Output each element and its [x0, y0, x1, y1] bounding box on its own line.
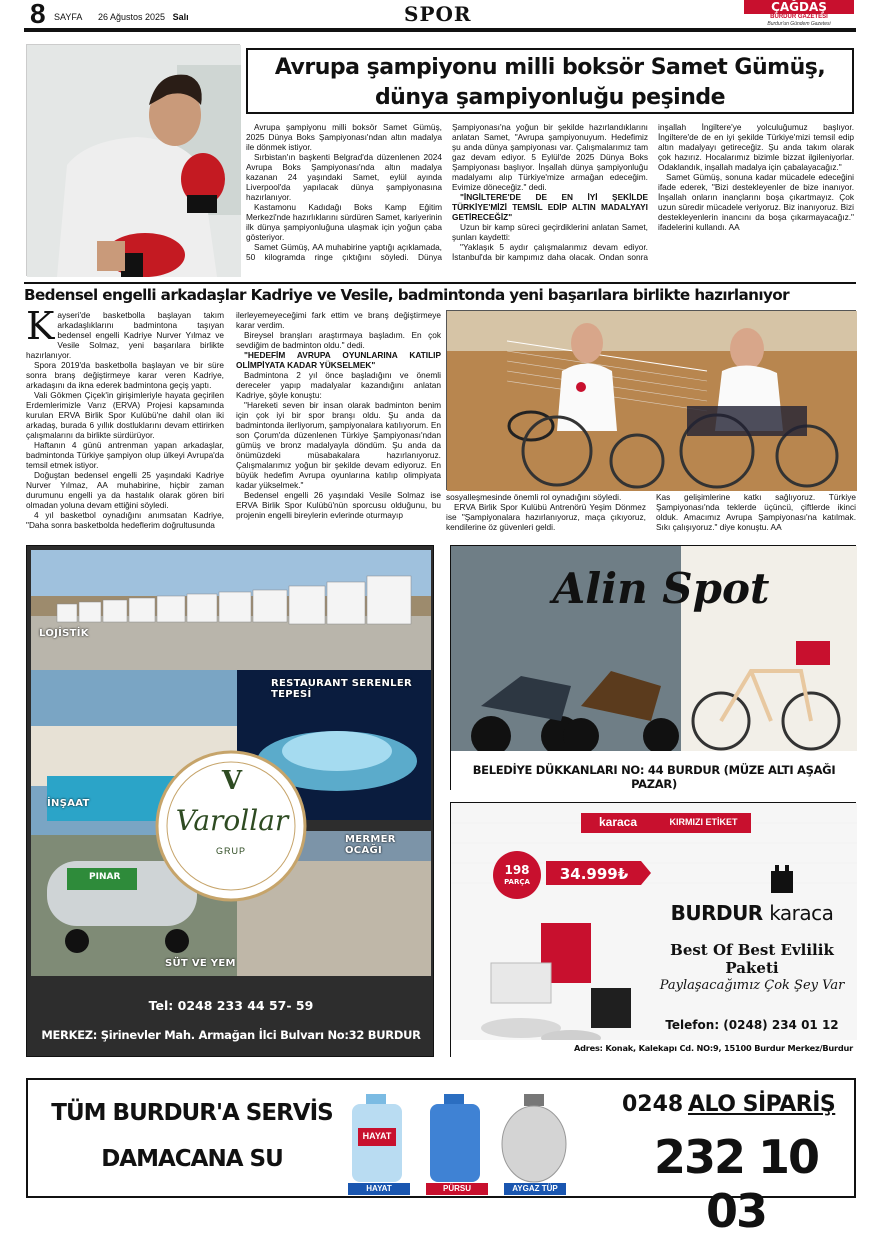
karaca-store: BURDUR karaca: [670, 901, 834, 925]
bottle-caption-hayat: HAYAT: [366, 1184, 392, 1193]
article1-body: Avrupa şampiyonu milli boksör Samet Gümüş, 2025 Dünya Boks Şampiyonası'ndan altın madalya ile dönmek istiyor. Sırbistan'ın başkenti Belgrad'da düzenlenen 2024 Avrupa Boks Şampiyonası'nda altın madalya kazanan 24 yaşındaki Samet, eylül ayında Liverpool'da yapılacak dünya şampiyonasına hazırlanıyor. Kastamonu Kadıdağı Boks Kamp Eğitim Merkezi'nde hazırlıklarını sürdüren Samet, kariyerinin ilk dünya şampiyonluğuna ulaşmak için yoğun çaba gösteriyor. Samet Gümüş, AA muhabirine yaptığı açıklamada, 50 kilogramda ringe çıktığını söyledi. Dünya Şampiyonası'na yoğun bir şekilde hazırlandıklarını anlatan Samet, "Avrupa şampiyonuyum. Hedefimiz şu anda dünya şampiyonası var. Çalışmalarımız tam gaz devam ediyor. 5 Eylül'de 2025 Dünya Boks Şampiyonası başlıyor. İnşallah dünya şampiyonluğu madalyamı alıp Türkiye'mize armağan edeceğim. Evimize döneceğiz." dedi. "İNGİLTERE'DE DE EN İYİ ŞEKİLDE TÜRKİYE'MİZİ TEMSİL EDİP ALTIN MADALYAYI GETİRECEĞİZ" Uzun bir kamp süreci geçirdiklerini anlatan Samet, şunları kaydetti: "Yaklaşık 5 aydır çalışmalarımız devam ediyor. İstanbul'da bir kampımız daha olacak. Ondan sonra inşallah İngiltere'ye yolculuğumuz başlıyor. İngiltere'de de en iyi şekilde Türkiye'mizi temsil edip altın madalyayı getireceğiz. Şu anda takım olarak çok hazırız. Hocalarımız bizimle bizzat ilgileniyorlar. Odaklandık, inşallah madalya için çabalayacağız." Samet Gümüş, sonuna kadar mücadele edeceğini ifade ederek, "Bizi destekleyenler de bize inanıyor. İnşallah onların inançlarını boşa çıkartmayız. Çok uzun süredir mücadele veriyoruz. Biz inanıyoruz. Bizi destekleyenlerin inancını da boşa çıkarmayacağız." ifadelerini kullandı. AA: [246, 122, 854, 262]
karaca-top-label: KIRMIZI ETİKET: [669, 817, 738, 827]
water-line2: DAMACANA SU: [101, 1146, 283, 1172]
section-divider: [24, 282, 856, 284]
karaca-slogan: Paylaşacağımız Çok Şey Var: [659, 978, 845, 993]
label-lojistik: LOJİSTİK: [39, 628, 89, 639]
article1-headline: Avrupa şampiyonu milli boksör Samet Gümüş, dünya şampiyonluğu peşinde: [246, 48, 854, 114]
karaca-pieces-label: PARÇA: [504, 878, 530, 886]
page-number: 8: [30, 0, 46, 29]
karaca-phone: Telefon: (0248) 234 01 12: [665, 1018, 839, 1032]
newspaper-logo: ÇAĞDAŞ BURDUR GAZETESİ Burdur'un Gündem Gazetesi: [744, 0, 854, 28]
varollar-address: MERKEZ: Şirinevler Mah. Armağan İlci Bulvarı No:32 BURDUR: [41, 1028, 421, 1042]
article2-headline: Bedensel engelli arkadaşlar Kadriye ve Vesile, badmintonda yeni başarılara birlikte hazırlanıyor: [24, 286, 790, 304]
drop-cap: K: [26, 304, 55, 348]
badminton-photo: [446, 310, 856, 490]
karaca-headline: Best Of Best Evlilik Paketi: [670, 941, 834, 977]
label-sut-yem: SÜT VE YEM: [165, 958, 236, 969]
bottle-caption-aygaz: AYGAZ TÜP: [512, 1184, 558, 1193]
article2-col2: ilerleyemeyeceğimi fark ettim ve branş değiştirmeye karar verdim. Bireysel branşları araştırmaya başladım. En çok sevdiğim de badminton oldu." dedi. "HEDEFİM AVRUPA OYUNLARINA KATILIP OLİMPİYATA KADAR YÜKSELMEK" Badmintona 2 yıl önce başladığını ve önemli dereceler yapıp madalyalar kazandığını anlatan Kadriye, şöyle konuştu: "Hareketi seven bir insan olarak badminton benim için çok iyi bir spor branşı oldu. Şu anda da badmintonda ilerliyorum, şampiyonalara katılıyorum. En son Çorum'da düzenlenen Türkiye Şampiyonası'ndan gümüş ve bronz madalyayla döndüm. Şu anda da önümüzdeki müsabakalara hazırlanıyoruz. Çalışmalarımız yoğun bir şekilde devam ediyoruz. En büyük hedefim Avrupa oyunlarına katılıp olimpiyata kadar yükselmek." Bedensel engelli 26 yaşındaki Vesile Solmaz ise ERVA Birlik Spor Kulübü'nün sporcusu olduğunu, bu projenin engelli bireylerin evlerinde oturmayıp: [236, 310, 441, 520]
article2-col4: Kas gelişimlerine katkı sağlıyoruz. Türkiye Şampiyonası'nda teklerde üçüncü, çiftlerde ikinci olduk. Amacımız Avrupa Şampiyonası'na katılmak. Sıkı çalışıyoruz." diye konuştu. AA: [656, 492, 856, 532]
alin-spot-ad: [450, 545, 856, 790]
karaca-address: Adres: Konak, Kalekapı Cd. NO:9, 15100 Burdur Merkez/Burdur: [574, 1043, 853, 1053]
karaca-price: 34.999₺: [559, 865, 629, 883]
water-phone-label: ALO SİPARİŞ: [688, 1092, 836, 1117]
water-phone-number: 232 10 03: [653, 1130, 819, 1238]
varollar-brand: Varollar: [175, 804, 289, 837]
article2-col1: Kayseri'de basketbolla başlayan takım arkadaşlıklarını badmintona taşıyan bedensel engelli Kadriye Nurver Yılmaz ve Vesile Solmaz, yeni başarılara birlikte hazırlanıyor. Spora 2019'da basketbolla başlayan ve bir süre sonra branş değiştirmeye karar veren Kadriye, arkadaşını da ikna ederek badmintona geçiş yaptı. Vali Gökmen Çiçek'in girişimleriyle hayata geçirilen Erdemlerimizle Varız (ERVA) Projesi kapsamında kurulan ERVA Birlik Spor Kulübü'ne dahil olan iki arkadaş, burada 6 yıllık dostluklarını devam ettirirken çalışmalarını da birlikte sürdürüyor. Haftanın 4 günü antrenman yapan arkadaşlar, badmintonda Türkiye şampiyon olup ülkeyi Avrupa'da temsil etmek istiyor. Doğuştan bedensel engelli 25 yaşındaki Kadriye Nurver Yılmaz, AA muhabirine, hiçbir zaman durumunu engelli ya da hastalık olarak gören biri olmadan yoluna devam ettiğini söyledi. 4 yıl basketbol oynadığını anımsatan Kadriye, "Daha sonra basketbolda hedeflerim doğrultusunda: [26, 304, 224, 530]
issue-date: 26 Ağustos 2025 Salı: [98, 12, 189, 22]
karaca-tower-icon: [769, 863, 795, 893]
page-label: SAYFA: [54, 12, 83, 22]
varollar-logo-letter: V: [221, 766, 243, 796]
article2-col3: sosyalleşmesinde önemli rol oynadığını söyledi. ERVA Birlik Spor Kulübü Antrenörü Yeşim Dönmez ise "Şampiyonalara hazırlanıyoruz, maça çıkıyoruz, kendilerine öz güvenleri geldi.: [446, 492, 646, 532]
water-phone-prefix: 0248: [622, 1092, 684, 1117]
varollar-ad: [26, 545, 434, 1057]
bottle-caption-pursu: PÜRSU: [442, 1184, 471, 1193]
section-title: SPOR: [404, 2, 472, 26]
karaca-ad: [450, 802, 856, 1057]
label-mermer: MERMER OCAĞI: [345, 834, 396, 856]
label-insaat: İNŞAAT: [47, 798, 90, 809]
bottle-label-hayat: HAYAT: [362, 1131, 392, 1141]
page-header: [24, 0, 856, 32]
truck-brand: PINAR: [89, 872, 121, 882]
boxer-photo: [26, 44, 240, 276]
alin-spot-address: BELEDİYE DÜKKANLARI NO: 44 BURDUR (MÜZE ALTI AŞAĞI PAZAR): [472, 763, 836, 791]
varollar-group: GRUP: [215, 846, 246, 856]
water-line1: TÜM BURDUR'A SERVİS: [51, 1100, 333, 1126]
label-restaurant: RESTAURANT SERENLER TEPESİ: [271, 678, 412, 700]
water-delivery-ad: [26, 1078, 856, 1238]
varollar-phone: Tel: 0248 233 44 57- 59: [148, 998, 314, 1013]
karaca-pieces: 198: [504, 863, 530, 877]
karaca-top-brand: karaca: [598, 815, 638, 829]
alin-spot-logo: Alin Spot: [552, 564, 770, 613]
